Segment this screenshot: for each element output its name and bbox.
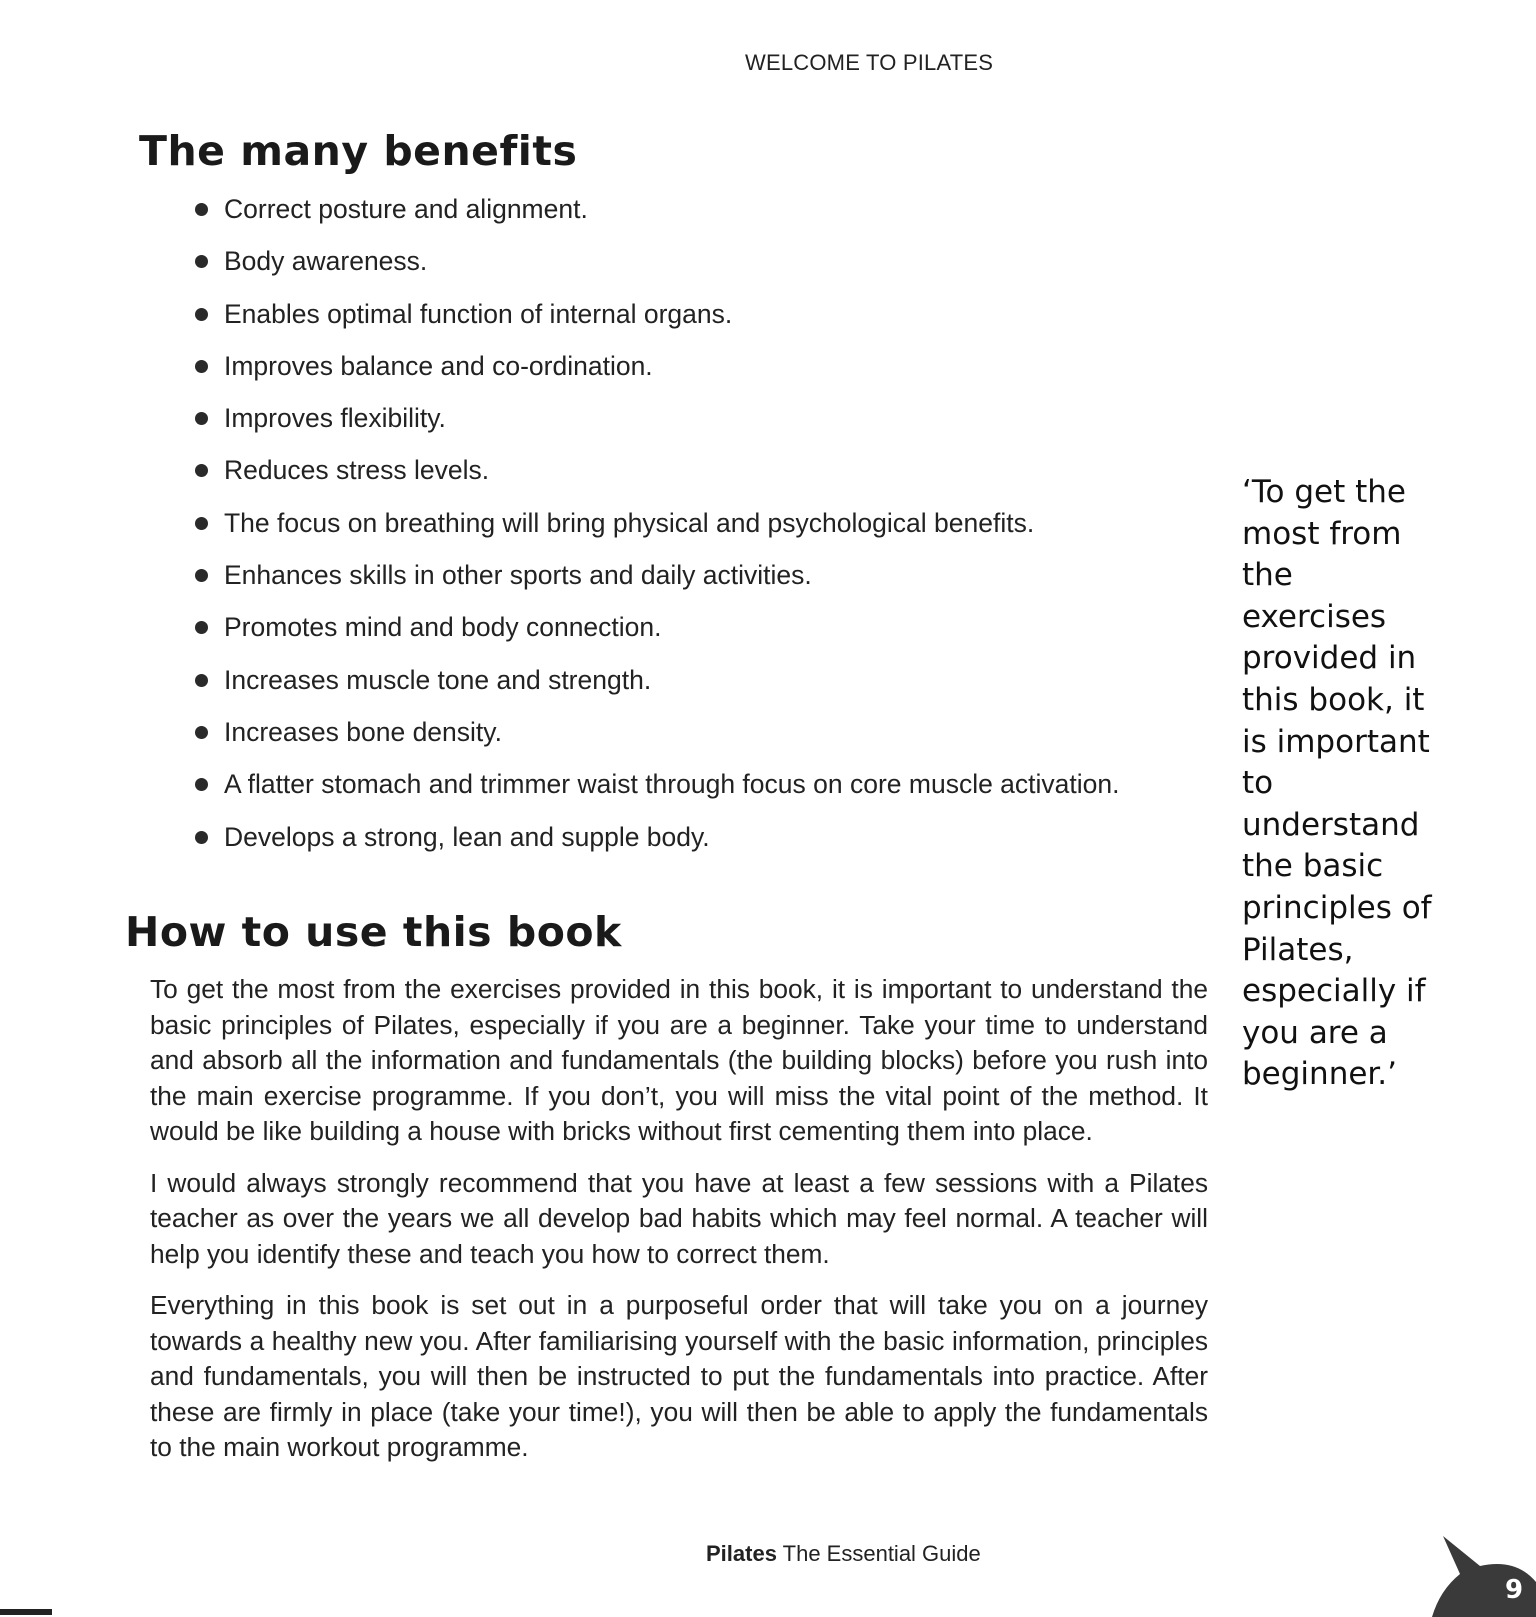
list-item — [190, 610, 1120, 662]
list-item-text: Increases muscle tone and strength. — [224, 664, 652, 695]
bullet-icon — [195, 412, 208, 425]
running-head: WELCOME TO PILATES — [745, 50, 994, 75]
list-item — [190, 558, 1120, 610]
how-to-use-body — [150, 972, 1208, 1482]
list-item-text: Improves flexibility. — [224, 403, 446, 434]
bullet-icon — [195, 517, 208, 530]
bullet-icon — [195, 308, 208, 321]
list-item — [190, 401, 1120, 453]
list-item — [190, 192, 1120, 244]
pull-quote: ‘To get the most from the exercises provided in this book, it is important to understand the basic principles of Pilates, especially if you are a beginner.’ — [1242, 474, 1432, 1093]
list-item — [190, 297, 1120, 349]
bullet-icon — [195, 569, 208, 582]
list-item — [190, 506, 1120, 558]
footer — [706, 1541, 981, 1567]
list-item-text: Correct posture and alignment. — [224, 194, 588, 224]
bullet-icon — [195, 831, 208, 844]
list-item-text: A flatter stomach and trimmer waist through focus on core muscle activation. — [224, 769, 1120, 800]
bottom-rule — [0, 1609, 52, 1615]
bullet-icon — [195, 464, 208, 477]
list-item — [190, 663, 1120, 715]
footer-subtitle: The Essential Guide — [782, 1541, 981, 1566]
page-number: 9 — [1505, 1575, 1524, 1605]
list-item-text: Enables optimal function of internal organs. — [224, 298, 733, 329]
list-item-text: Reduces stress levels. — [224, 455, 490, 486]
list-item — [190, 715, 1120, 767]
list-item-text: Develops a strong, lean and supple body. — [224, 821, 710, 852]
bullet-icon — [195, 203, 208, 216]
bullet-icon — [195, 621, 208, 634]
list-item-text: Enhances skills in other sports and daily activities. — [224, 560, 812, 591]
section-title-benefits: The many benefits — [139, 127, 578, 175]
list-item-text: Improves balance and co-ordination. — [224, 350, 653, 381]
bullet-icon — [195, 778, 208, 791]
paragraph: To get the most from the exercises provided in this book, it is important to understand the basic principles of Pilates, especially if you are a beginner. Take your time to understand and absorb all the information and fundamentals (the building blocks) before you rush into the main exercise programme. If you don’t, you will miss the vital point of the method. It would be like building a house with bricks without first cementing them into place. — [150, 974, 1208, 1146]
section-title-how-to-use: How to use this book — [125, 908, 622, 956]
footer-brand: Pilates — [706, 1541, 777, 1566]
list-item-text: Promotes mind and body connection. — [224, 612, 662, 643]
list-item-text: Body awareness. — [224, 246, 428, 277]
paragraph: Everything in this book is set out in a purposeful order that will take you on a journey towards a healthy new you. After familiarising yourself with the basic information, principles and fundamentals, you will then be instructed to put the fundamentals into practice. After these are firmly in place (take your time!), you will then be able to apply the fundamentals to the main workout programme. — [150, 1290, 1208, 1462]
paragraph: I would always strongly recommend that you have at least a few sessions with a Pilates teacher as over the years we all develop bad habits which may feel normal. A teacher will help you identify these and teach you how to correct them. — [150, 1167, 1208, 1269]
list-item — [190, 244, 1120, 296]
bullet-icon — [195, 726, 208, 739]
list-item — [190, 820, 1120, 872]
benefits-list — [190, 192, 1120, 872]
list-item — [190, 767, 1120, 819]
list-item — [190, 349, 1120, 401]
list-item-text: Increases bone density. — [224, 716, 502, 747]
list-item — [190, 453, 1120, 505]
bullet-icon — [195, 255, 208, 268]
bullet-icon — [195, 674, 208, 687]
list-item-text: The focus on breathing will bring physical and psychological benefits. — [224, 507, 1035, 538]
bullet-icon — [195, 360, 208, 373]
